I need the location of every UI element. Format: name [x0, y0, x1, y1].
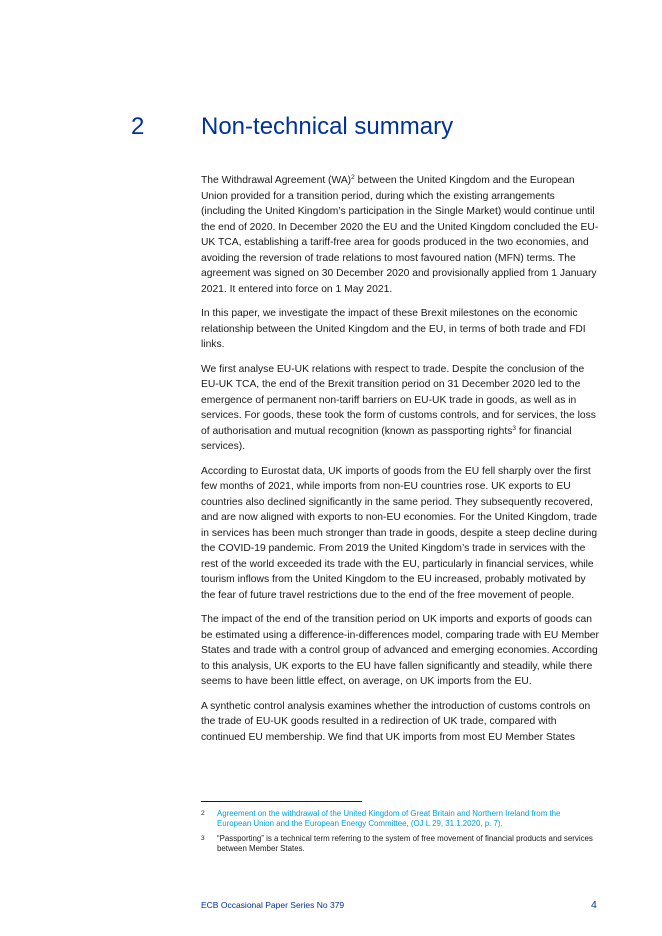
paragraph-text: for financial services). — [201, 425, 572, 452]
paragraph-difference-in-differences: The impact of the end of the transition period on UK imports and exports of goods can be estimated using a difference-in-differences model, comparing trade with EU Member States and trade with a control group of advanced and emerging economies. According to this analysis, UK exports to the EU have fallen significantly and steadily, while there seems to have been little effect, on average, on UK imports from the EU. — [201, 614, 599, 687]
footnote-number: 3 — [201, 835, 205, 842]
footer-series-title: ECB Occasional Paper Series No 379 — [201, 900, 345, 910]
paragraph-text: between the United Kingdom and the European Union provided for a transition period, during which the existing arrangements (including the United Kingdom’s participation in the Single Market) would continue until the end of 2020. In December 2020 the EU and the United Kingdom concluded the EU-UK TCA, establishing a tariff-free area for goods produced in the two economies, and avoiding the reversion of trade relations to most favoured nation (MFN) terms. The agreement was signed on 30 December 2020 and provisionally applied from 1 January 2021. It entered into force on 1 May 2021. — [201, 175, 599, 295]
paragraph-eurostat: According to Eurostat data, UK imports of goods from the EU fell sharply over the first few months of 2021, while imports from non-EU countries rose. UK exports to EU countries also declined significantly in the same period. They subsequently recovered, and are now aligned with exports to non-EU economies. For the United Kingdom, trade in services has been much stronger than trade in goods, despite a steep decline during the COVID-19 pandemic. From 2019 the United Kingdom’s trade in services with the rest of the world exceeded its trade with the EU, particularly in financial services, while tourism inflows from the United Kingdom to the EU increased, probably motivated by the fear of future travel restrictions due to the end of the free movement of people. — [201, 465, 598, 601]
body-text — [201, 173, 601, 754]
paragraph-withdrawal-agreement — [201, 173, 601, 297]
page-number: 4 — [591, 899, 597, 911]
footnote-number: 2 — [201, 810, 205, 817]
footnote-2 — [201, 809, 596, 829]
paragraph-text: We first analyse EU-UK relations with respect to trade. Despite the conclusion of the EU-UK TCA, the end of the Brexit transition period on 31 December 2020 led to the emergence of permanent non-tariff barriers on EU-UK trade in goods, as well as in services. For goods, these took the form of customs controls, and for services, the loss of authorisation and mutual recognition (known as passporting rights — [201, 363, 596, 437]
footnote-3 — [201, 834, 596, 854]
footnote-ref-3[interactable]: 3 — [512, 424, 517, 432]
section-number: 2 — [131, 113, 145, 140]
paragraph-trade-relations — [201, 362, 601, 455]
footnote-divider — [201, 801, 362, 802]
paragraph-text: The Withdrawal Agreement (WA) — [201, 175, 352, 186]
footnote-ref-2[interactable]: 2 — [351, 174, 355, 181]
section-title: Non-technical summary — [201, 113, 454, 140]
footnote-link[interactable]: Agreement on the withdrawal of the United Kingdom of Great Britain and Northern Ireland from the European Union and the European Energy Committee, (OJ L 29, 31.1.2020, p. 7). — [217, 809, 561, 828]
footnotes — [201, 809, 596, 859]
paragraph-investigation: In this paper, we investigate the impact of these Brexit milestones on the economic relationship between the United Kingdom and the EU, in terms of both trade and FDI links. — [201, 308, 586, 350]
paragraph-synthetic-control: A synthetic control analysis examines whether the introduction of customs controls on the trade of EU-UK goods resulted in a redirection of UK trade, compared with continued EU membership. We find that UK imports from most EU Member States — [201, 700, 591, 743]
footnote-text: “Passporting” is a technical term referring to the system of free movement of financial products and services between Member States. — [217, 834, 593, 853]
